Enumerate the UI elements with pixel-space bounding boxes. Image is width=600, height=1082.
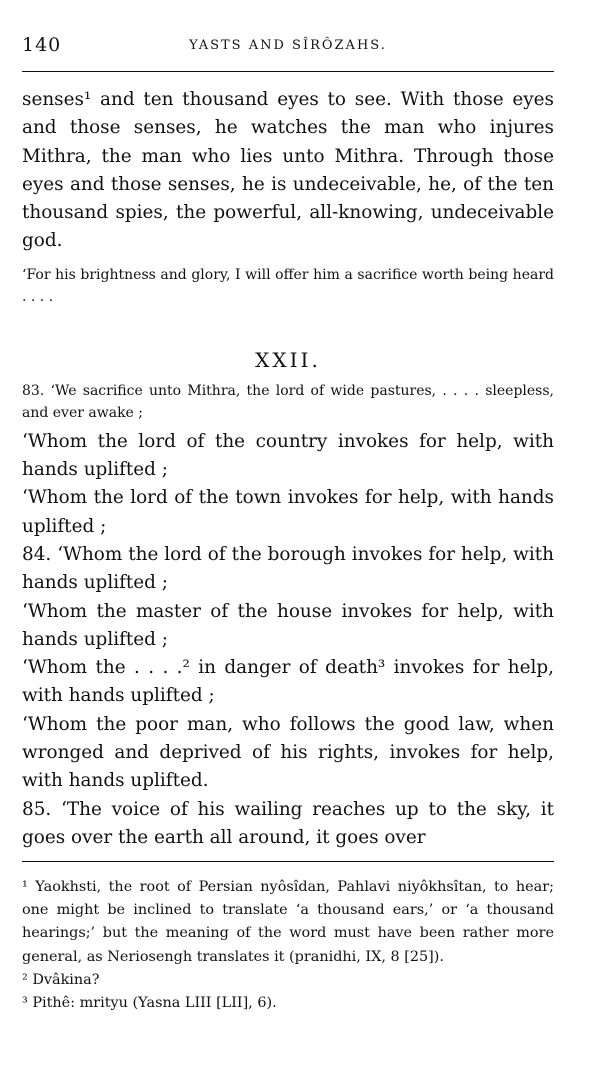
running-head: YASTS AND SÎRÔZAHS. (189, 38, 387, 53)
paragraph-8: ‘Whom the . . . .² in danger of death³ invokes for help, with hands uplifted ; (22, 657, 554, 707)
footnote-3: ³ Pithê: mrityu (Yasna LIII [LII], 6). (22, 995, 277, 1012)
book-page (22, 0, 554, 1082)
footnote-1: ¹ Yaokhsti, the root of Persian nyôsîdan, Pahlavi niyôkhsîtan, to hear; one might be inclined to translate ‘a thousand ears,’ or ‘a thousand hearings;’ but the meaning of the word must have been rather more general, as Neriosengh translates it (pranidhi, IX, 8 [25]). (22, 879, 554, 965)
footnote-2: ² Dvâkina? (22, 971, 100, 988)
paragraph-9: ‘Whom the poor man, who follows the good law, when wronged and deprived of his rights, invokes for help, with hands uplifted. (22, 713, 554, 792)
paragraph-6: 84. ‘Whom the lord of the borough invokes for help, with hands uplifted ; (22, 543, 554, 594)
paragraph-2: ‘For his brightness and glory, I will offer him a sacrifice worth being heard . . . . (22, 266, 554, 305)
header-rule (22, 71, 554, 72)
paragraph-4: ‘Whom the lord of the country invokes for help, with hands uplifted ; (22, 430, 554, 481)
paragraph-7: ‘Whom the master of the house invokes for help, with hands uplifted ; (22, 600, 554, 650)
footnotes (22, 876, 554, 1015)
footnote-rule (22, 861, 554, 862)
page-number: 140 (22, 34, 62, 56)
paragraph-5: ‘Whom the lord of the town invokes for help, with hands uplifted ; (22, 487, 554, 537)
section-heading: XXII. (255, 347, 321, 372)
page-header (22, 34, 554, 64)
paragraph-10: 85. ‘The voice of his wailing reaches up to the sky, it goes over the earth all around, it goes over (22, 798, 554, 848)
paragraph-3: 83. ‘We sacrifice unto Mithra, the lord of wide pastures, . . . . sleepless, and ever awake ; (22, 382, 554, 421)
main-text (22, 86, 554, 852)
paragraph-1: senses¹ and ten thousand eyes to see. With those eyes and those senses, he watches the man who injures Mithra, the man who lies unto Mithra. Through those eyes and those senses, he is undeceivable, he, of the ten thousand spies, the powerful, all-knowing, undeceivable god. (22, 89, 554, 252)
